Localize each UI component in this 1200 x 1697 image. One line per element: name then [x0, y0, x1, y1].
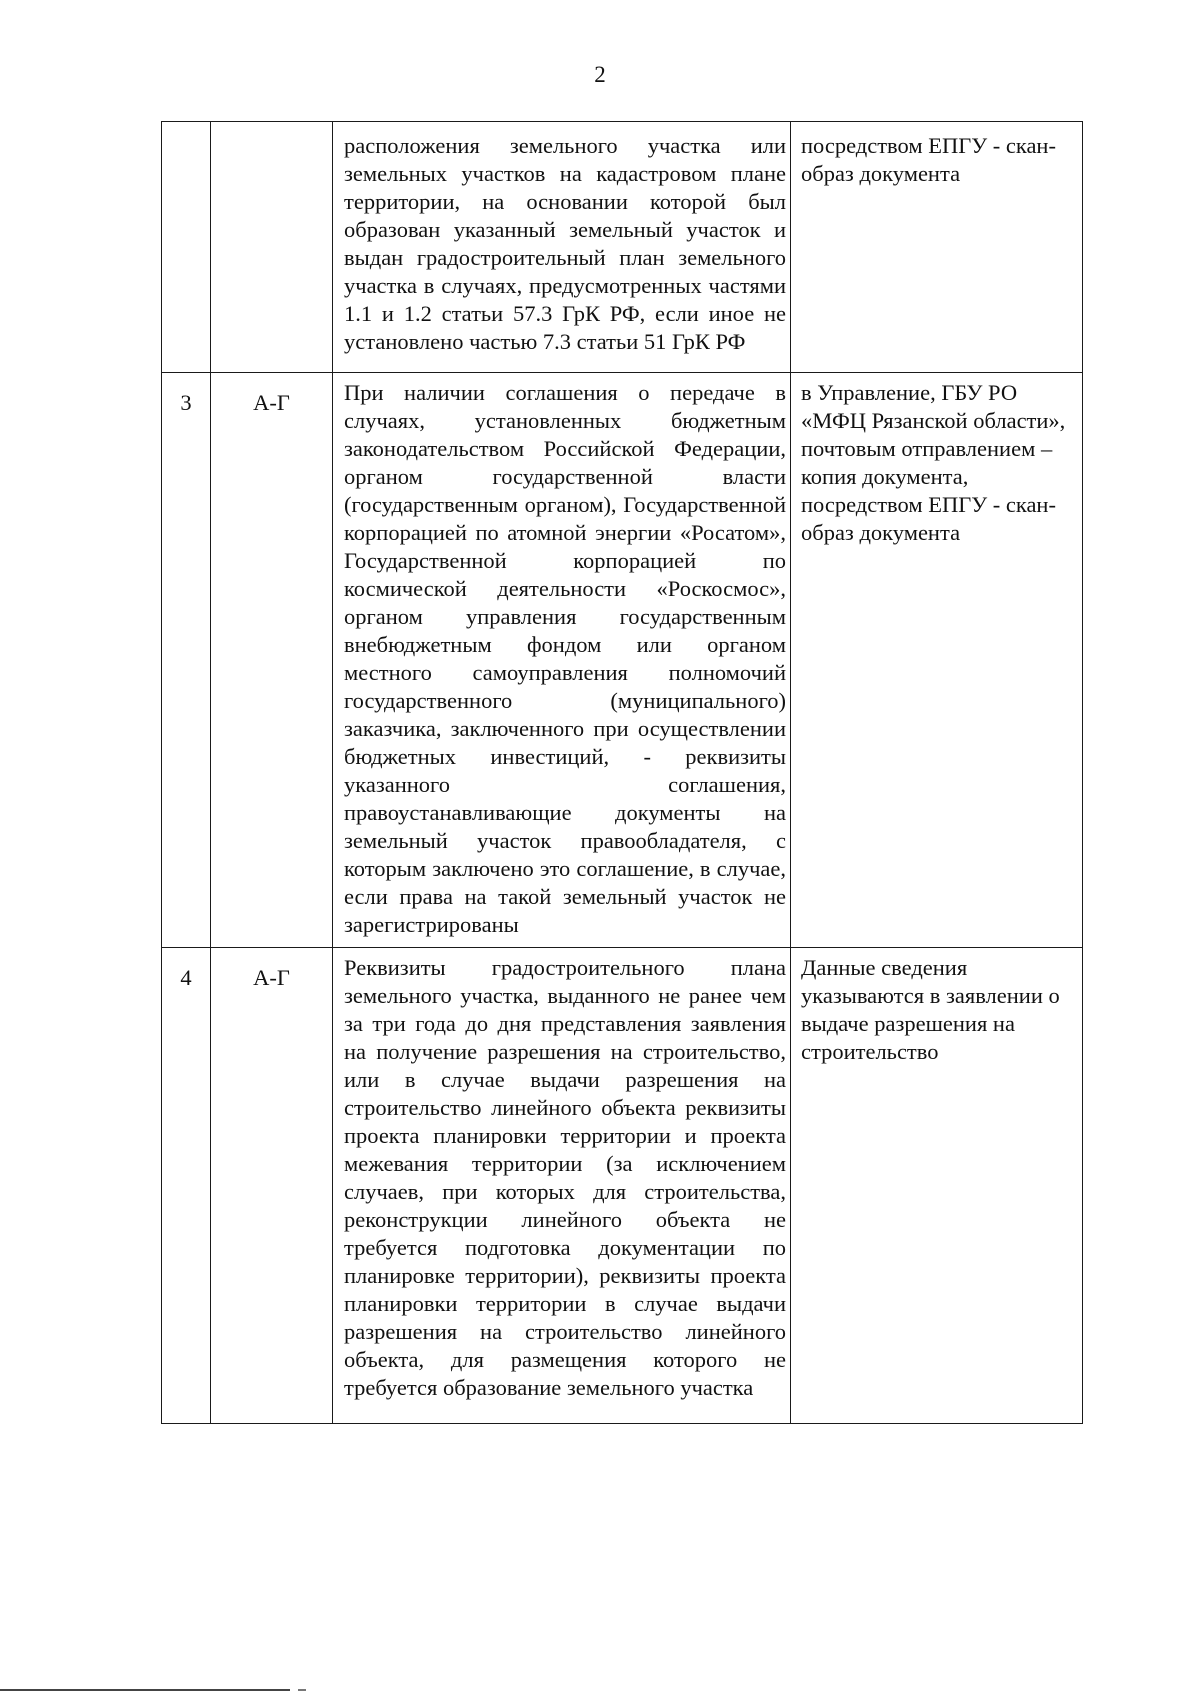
- row-number-cell: [162, 122, 211, 373]
- footer-rule: [0, 1689, 290, 1691]
- row-number-cell: 3: [162, 373, 211, 948]
- row-letter-cell: [211, 122, 333, 373]
- row-letter-cell: А-Г: [211, 373, 333, 948]
- document-description-cell: Реквизиты градостроительного плана земельного участка, выданного не ранее чем за три года до дня представления заявления на получение разрешения на строительство, или в случае выдачи разрешения на строительство линейного объекта реквизиты проекта планировки территории и проекта межевания территории (за исключением случаев, при которых для строительства, реконструкции линейного объекта не требуется подготовка документации по планировке территории), реквизиты проекта планировки территории в случае выдачи разрешения на строительство линейного объекта, для размещения которого не требуется образование земельного участка: [333, 948, 791, 1424]
- submission-method-cell: в Управление, ГБУ РО «МФЦ Рязанской области», почтовым отправлением – копия документа, посредством ЕПГУ - скан-образ документа: [791, 373, 1083, 948]
- table-row: [162, 122, 1083, 373]
- footer-rule-dash: [298, 1689, 306, 1691]
- table-row: [162, 948, 1083, 1424]
- document-description-cell: При наличии соглашения о передаче в случаях, установленных бюджетным законодательством Российской Федерации, органом государственной власти (государственным органом), Государственной корпорацией по атомной энергии «Росатом», Государственной корпорацией по космической деятельности «Роскосмос», органом управления государственным внебюджетным фондом или органом местного самоуправления полномочий государственного (муниципального) заказчика, заключенного при осуществлении бюджетных инвестиций, - реквизиты указанного соглашения, правоустанавливающие документы на земельный участок правообладателя, с которым заключено это соглашение, в случае, если права на такой земельный участок не зарегистрированы: [333, 373, 791, 948]
- submission-method-cell: посредством ЕПГУ - скан-образ документа: [791, 122, 1083, 373]
- row-letter-cell: А-Г: [211, 948, 333, 1424]
- submission-method-cell: Данные сведения указываются в заявлении о выдаче разрешения на строительство: [791, 948, 1083, 1424]
- document-description-cell: расположения земельного участка или земельных участков на кадастровом плане территории, на основании которой был образован указанный земельный участок и выдан градостроительный план земельного участка в случаях, предусмотренных частями 1.1 и 1.2 статьи 57.3 ГрК РФ, если иное не установлено частью 7.3 статьи 51 ГрК РФ: [333, 122, 791, 373]
- row-number-cell: 4: [162, 948, 211, 1424]
- table-row: [162, 373, 1083, 948]
- page-number: 2: [594, 62, 606, 87]
- documents-table: [161, 121, 1083, 1424]
